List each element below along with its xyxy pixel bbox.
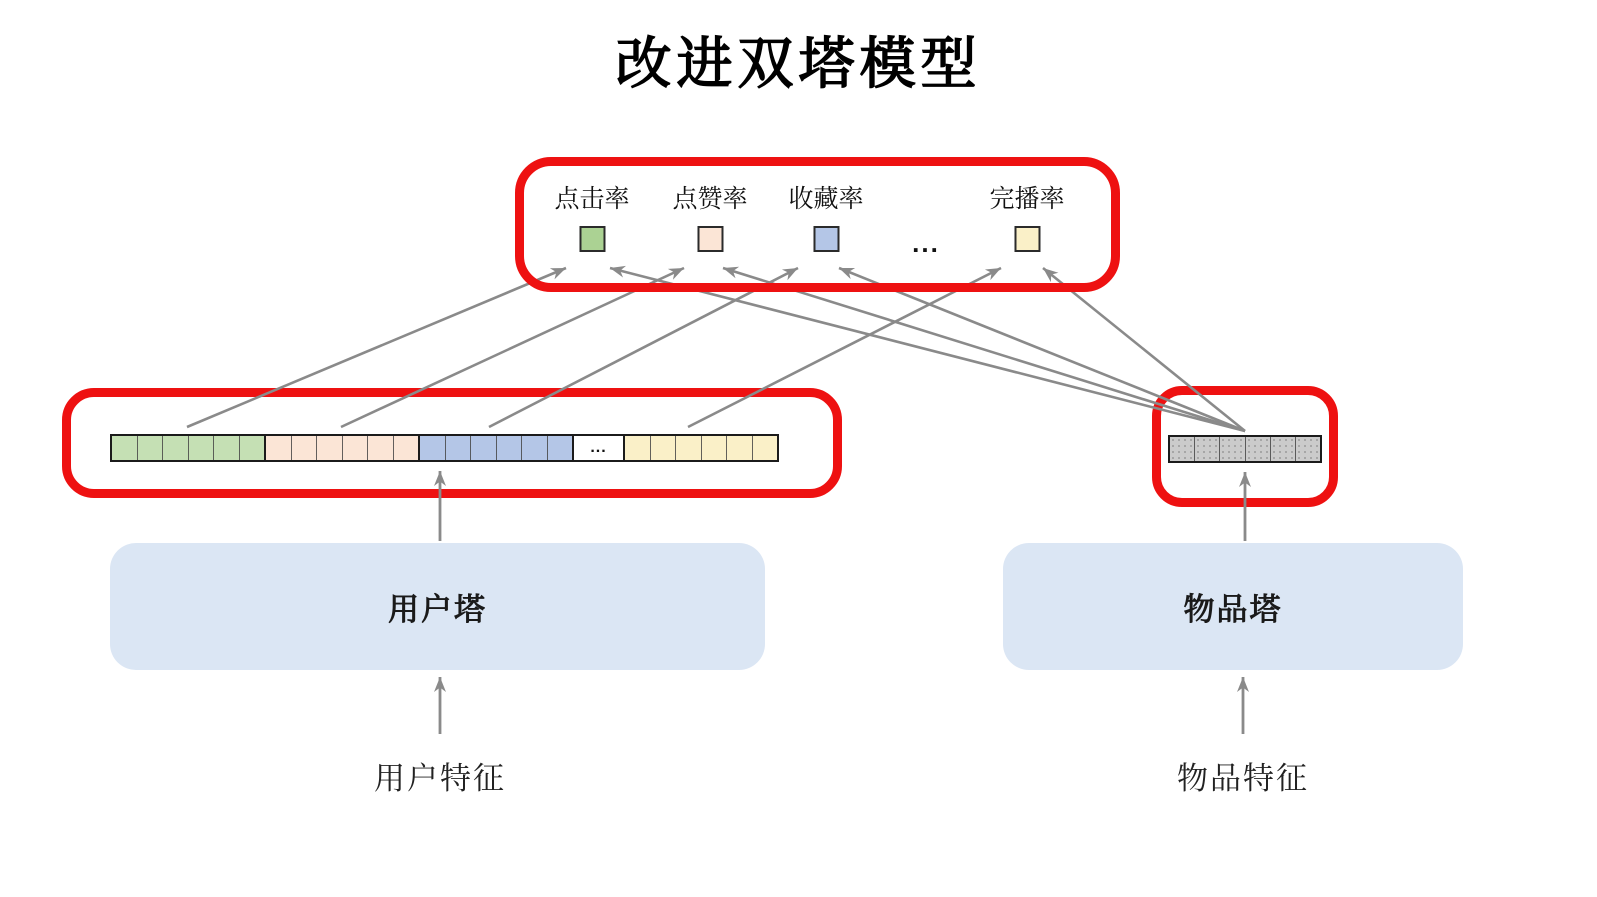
item-features-label: 物品特征 xyxy=(1177,761,1309,796)
item-tower-label: 物品塔 xyxy=(1183,592,1283,627)
item-vector-cell xyxy=(1245,437,1270,461)
page-title: 改进双塔模型 xyxy=(615,31,982,97)
completion-rate-square xyxy=(1014,226,1040,252)
heads-ellipsis: ... xyxy=(912,228,940,258)
vector-cell xyxy=(137,436,163,460)
vector-cell xyxy=(291,436,317,460)
ctr-square xyxy=(579,226,605,252)
vector-cell xyxy=(496,436,522,460)
favorite-rate-label: 收藏率 xyxy=(788,185,864,213)
vector-cell xyxy=(266,436,291,460)
vector-cell xyxy=(239,436,265,460)
vector-cell xyxy=(650,436,676,460)
vector-cell xyxy=(675,436,701,460)
user-tower xyxy=(110,543,765,670)
ctr-label: 点击率 xyxy=(554,185,630,213)
item-embedding-vector xyxy=(1168,435,1322,463)
head-column-completion xyxy=(989,184,1064,252)
vector-cell xyxy=(701,436,727,460)
vector-cell xyxy=(420,436,445,460)
vector-cell xyxy=(470,436,496,460)
vector-cell xyxy=(726,436,752,460)
like-rate-label: 点赞率 xyxy=(672,185,748,213)
head-column-ctr xyxy=(554,184,629,252)
user-features-label: 用户特征 xyxy=(374,761,506,796)
item-vector-cell xyxy=(1295,437,1320,461)
vector-cell xyxy=(112,436,137,460)
vector-cell xyxy=(316,436,342,460)
vector-cell xyxy=(213,436,239,460)
item-vector-cell xyxy=(1170,437,1194,461)
head-column-like xyxy=(672,184,747,252)
vector-cell xyxy=(162,436,188,460)
vector-cell xyxy=(342,436,368,460)
item-vector-box xyxy=(1152,386,1338,507)
head-column-favorite xyxy=(788,184,863,252)
click-rate-segment xyxy=(112,436,264,460)
item-vector-cell xyxy=(1219,437,1244,461)
like-rate-square xyxy=(697,226,723,252)
vector-cell xyxy=(188,436,214,460)
favorite-rate-square xyxy=(813,226,839,252)
vector-cell xyxy=(445,436,471,460)
vector-cell xyxy=(393,436,419,460)
vector-cell xyxy=(625,436,650,460)
vector-cell xyxy=(547,436,573,460)
user-vector-box xyxy=(62,388,842,498)
favorite-rate-segment xyxy=(418,436,572,460)
completion-rate-segment xyxy=(623,436,777,460)
vector-cell xyxy=(367,436,393,460)
like-rate-segment xyxy=(264,436,418,460)
vector-cell xyxy=(752,436,778,460)
item-vector-cell xyxy=(1194,437,1219,461)
user-tower-label: 用户塔 xyxy=(388,592,487,627)
prediction-heads-box xyxy=(515,157,1120,292)
vector-cell xyxy=(521,436,547,460)
item-tower xyxy=(1003,543,1463,670)
vector-ellipsis-cell: ... xyxy=(572,436,623,460)
user-embedding-vector xyxy=(110,434,779,462)
completion-rate-label: 完播率 xyxy=(989,185,1065,213)
item-vector-cell xyxy=(1270,437,1295,461)
